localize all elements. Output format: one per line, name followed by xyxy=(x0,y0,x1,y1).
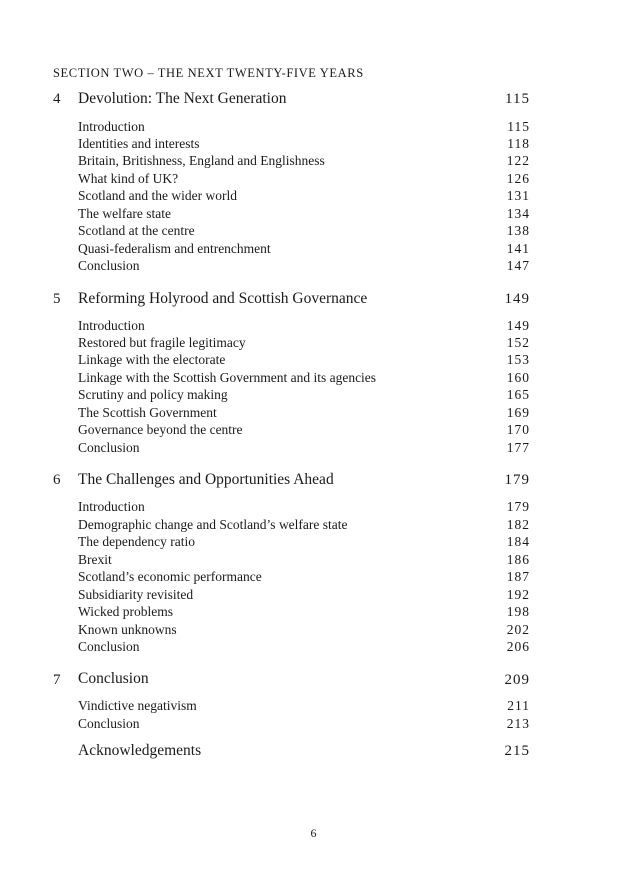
toc-entry-page: 141 xyxy=(506,241,530,256)
toc-entry-page: 131 xyxy=(506,188,530,203)
page-number: 6 xyxy=(310,826,317,840)
toc-entry-page: 118 xyxy=(507,136,530,151)
chapter-title: Reforming Holyrood and Scottish Governance xyxy=(78,290,368,307)
toc-entry: Scotland at the centre xyxy=(78,223,195,238)
toc-entry: Scotland’s economic performance xyxy=(78,569,262,584)
toc-entry: Conclusion xyxy=(78,258,140,273)
toc-entry-text: What kind of UK? xyxy=(78,171,179,186)
toc-entry: Britain, Britishness, England and Englishness xyxy=(78,153,325,168)
acknowledgements-title: Acknowledgements xyxy=(78,742,202,759)
toc-entry: Linkage with the Scottish Government and its agencies xyxy=(78,370,377,385)
toc-entry-page: 169 xyxy=(506,405,530,420)
toc-entry: Introduction xyxy=(78,119,145,134)
toc-entry: Quasi-federalism and entrenchment xyxy=(78,241,271,256)
toc-entry-page: 126 xyxy=(506,171,530,186)
toc-entry-page: 213 xyxy=(506,716,530,731)
toc-entry-page: 179 xyxy=(506,499,530,514)
chapter-number: 4 xyxy=(53,91,61,107)
chapter-title: Conclusion xyxy=(78,670,149,687)
chapter-number: 5 xyxy=(53,291,61,307)
toc-entry: Conclusion xyxy=(78,716,140,731)
toc-entry-page: 192 xyxy=(506,587,530,602)
toc-entry: Introduction xyxy=(78,318,145,333)
toc-entry: The welfare state xyxy=(78,206,171,221)
chapter-number: 6 xyxy=(53,472,61,488)
section-heading: SECTION TWO – THE NEXT TWENTY-FIVE YEARS xyxy=(53,66,364,80)
toc-entry-page: 149 xyxy=(506,318,530,333)
toc-entry-page: 182 xyxy=(506,517,530,532)
chapter-title: Devolution: The Next Generation xyxy=(78,90,287,107)
toc-entry-page: 170 xyxy=(506,422,530,437)
toc-entry: Demographic change and Scotland’s welfare state xyxy=(78,517,348,532)
toc-entry-page: 187 xyxy=(506,569,530,584)
toc-entry: Conclusion xyxy=(78,639,140,654)
toc-entry-page: 160 xyxy=(506,370,530,385)
toc-entry: Introduction xyxy=(78,499,145,514)
toc-entry-page: 177 xyxy=(506,440,530,455)
toc-entry: Wicked problems xyxy=(78,604,174,619)
toc-entry-page: 153 xyxy=(506,352,530,367)
toc-entry-page: 186 xyxy=(506,552,530,567)
toc-entry-page: 202 xyxy=(506,622,530,637)
toc-entry: The Scottish Government xyxy=(78,405,217,420)
toc-entry-page: 165 xyxy=(506,387,530,402)
acknowledgements-page: 215 xyxy=(504,743,530,759)
chapter-number: 7 xyxy=(53,672,61,688)
toc-entry: Brexit xyxy=(78,552,112,567)
toc-entry-page: 152 xyxy=(506,335,530,350)
chapter-page: 149 xyxy=(504,291,530,307)
toc-entry: Vindictive negativism xyxy=(78,698,197,713)
toc-entry-page: 211 xyxy=(507,698,530,713)
toc-entry-page: 206 xyxy=(506,639,530,654)
toc-entry-page: 134 xyxy=(506,206,530,221)
toc-entry: Restored but fragile legitimacy xyxy=(78,335,246,350)
toc-entry: The dependency ratio xyxy=(78,534,195,549)
toc-entry xyxy=(78,171,178,187)
toc-entry: Known unknowns xyxy=(78,622,177,637)
toc-entry: Scrutiny and policy making xyxy=(78,387,228,402)
toc-entry-page: 115 xyxy=(507,119,530,134)
toc-entry-page: 198 xyxy=(506,604,530,619)
toc-entry: Subsidiarity revisited xyxy=(78,587,194,602)
toc-entry-page: 184 xyxy=(506,534,530,549)
chapter-title: The Challenges and Opportunities Ahead xyxy=(78,471,334,488)
toc-entry: Scotland and the wider world xyxy=(78,188,237,203)
toc-entry-page: 147 xyxy=(506,258,530,273)
chapter-page: 209 xyxy=(504,672,530,688)
toc-entry-page: 138 xyxy=(506,223,530,238)
toc-entry: Governance beyond the centre xyxy=(78,422,243,437)
toc-entry: Identities and interests xyxy=(78,136,200,151)
toc-entry: Conclusion xyxy=(78,440,140,455)
chapter-page: 179 xyxy=(504,472,530,488)
chapter-page: 115 xyxy=(505,91,530,107)
toc-entry: Linkage with the electorate xyxy=(78,352,226,367)
toc-entry-page: 122 xyxy=(506,153,530,168)
